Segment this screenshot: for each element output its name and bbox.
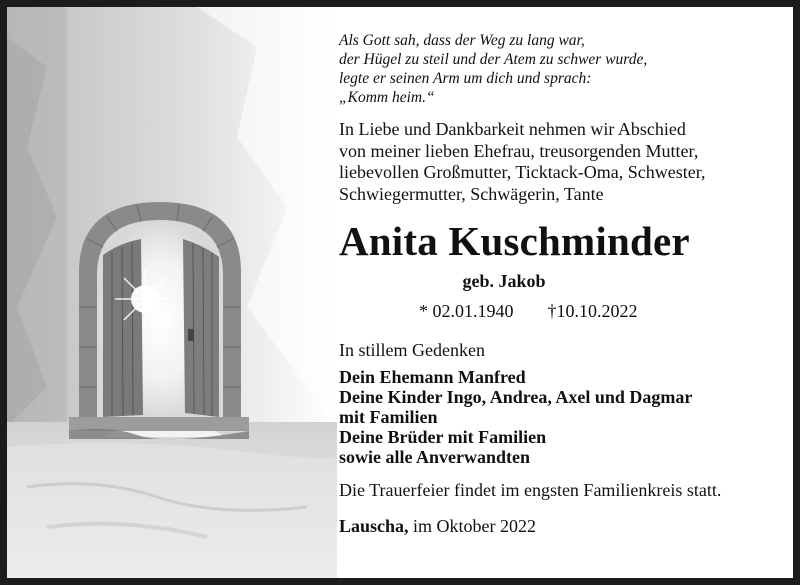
month-year: im Oktober 2022 [408, 516, 537, 536]
intro-line: von meiner lieben Ehefrau, treusorgenden Mutter, [339, 140, 699, 161]
poem [339, 31, 779, 107]
poem-line: „Komm heim.“ [339, 89, 435, 106]
poem-line: Als Gott sah, dass der Weg zu lang war, [339, 32, 585, 49]
mourner-line: mit Familien [339, 407, 438, 427]
mourner-line: Deine Brüder mit Familien [339, 427, 547, 447]
life-dates [339, 300, 779, 322]
deceased-name: Anita Kuschminder [339, 218, 690, 264]
obituary-text [339, 31, 779, 537]
intro-line: Schwiegermutter, Schwägerin, Tante [339, 183, 604, 204]
open-door-illustration [7, 7, 337, 578]
mourner-line: Deine Kinder Ingo, Andrea, Axel und Dagmar [339, 387, 693, 407]
birth-date: * 02.01.1940 [419, 301, 514, 321]
farewell-intro [339, 119, 779, 205]
birth-name: geb. Jakob [462, 271, 546, 291]
funeral-note: Die Trauerfeier findet im engsten Familienkreis statt. [339, 480, 722, 500]
poem-line: der Hügel zu steil und der Atem zu schwer wurde, [339, 51, 648, 68]
place-date [339, 515, 779, 537]
memory-line: In stillem Gedenken [339, 340, 485, 360]
intro-line: In Liebe und Dankbarkeit nehmen wir Abschied [339, 119, 686, 139]
intro-line: liebevollen Großmutter, Ticktack-Oma, Schwester, [339, 162, 706, 182]
poem-line: legte er seinen Arm um dich und sprach: [339, 70, 592, 87]
mourner-line: Dein Ehemann Manfred [339, 367, 526, 387]
mourners-list [339, 367, 779, 467]
death-date: †10.10.2022 [547, 301, 638, 321]
mourner-line: sowie alle Anverwandten [339, 447, 530, 467]
place-name: Lauscha, [339, 516, 409, 536]
